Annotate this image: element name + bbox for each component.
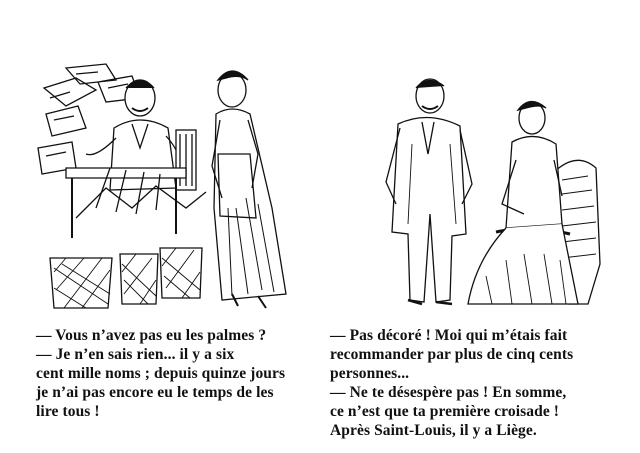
caption-line: — Ne te désespère pas ! En somme, [330, 384, 567, 401]
caption-line: lire tous ! [36, 403, 100, 420]
caption-line: ce n’est que ta première croisade ! [330, 403, 560, 420]
left-illustration [36, 58, 306, 318]
left-caption [36, 326, 308, 421]
caption-line: — Je n’en sais rien... il y a six [36, 346, 235, 363]
caption-line: cent mille noms ; depuis quinze jours [36, 365, 286, 382]
caption-line: personnes... [330, 365, 410, 382]
caption-line: — Vous n’avez pas eu les palmes ? [36, 327, 267, 344]
caption-line: je n’ai pas encore eu le temps de les [36, 384, 274, 401]
right-illustration [356, 64, 616, 316]
caption-line: — Pas décoré ! Moi qui m’étais fait [330, 327, 568, 344]
caption-line: recommander par plus de cinq cents [330, 346, 574, 363]
caption-line: Après Saint-Louis, il y a Liège. [330, 422, 537, 439]
right-caption [330, 326, 626, 440]
